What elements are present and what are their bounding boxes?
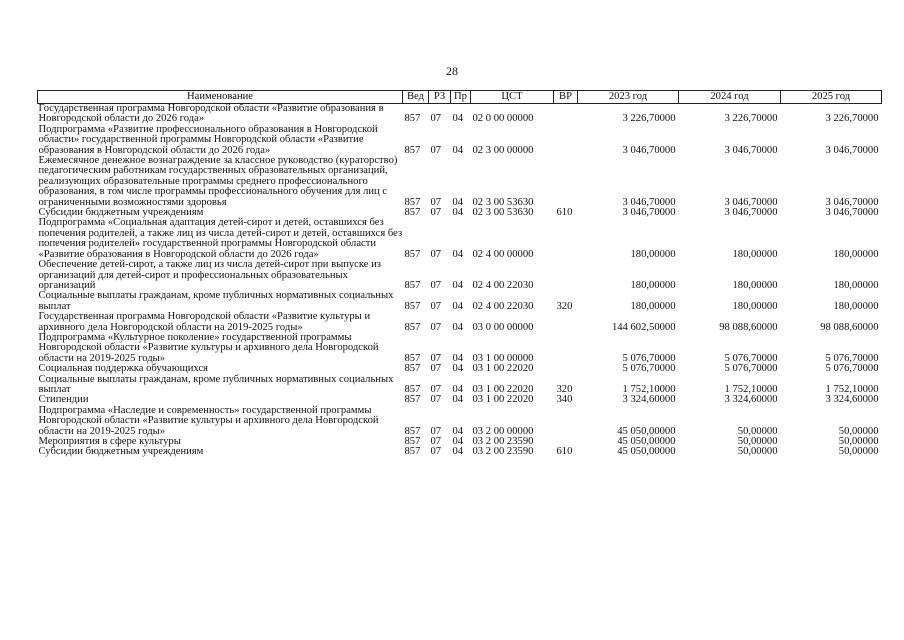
row-pr: 04 bbox=[452, 144, 464, 156]
row-ved: 857 bbox=[404, 383, 421, 395]
row-amount-2023: 45 050,00000 bbox=[617, 436, 676, 447]
row-rz: 07 bbox=[430, 279, 442, 291]
row-rz: 07 bbox=[430, 196, 442, 208]
row-amount-2025: 98 088,60000 bbox=[820, 321, 879, 333]
row-pr: 04 bbox=[452, 196, 464, 208]
table-body bbox=[38, 104, 882, 458]
row-name: Социальные выплаты гражданам, кроме публичных нормативных социальных выплат bbox=[38, 373, 394, 395]
row-amount-2024: 3 046,70000 bbox=[724, 196, 778, 208]
row-amount-2023: 180,00000 bbox=[630, 279, 676, 291]
row-cst: 03 2 00 23590 bbox=[472, 436, 534, 447]
header-ved: Вед bbox=[403, 91, 429, 104]
table-row bbox=[38, 218, 882, 260]
row-cst: 02 4 00 00000 bbox=[472, 248, 534, 260]
row-cst: 03 1 00 22020 bbox=[472, 363, 534, 375]
row-amount-2023: 5 076,70000 bbox=[622, 352, 676, 364]
row-rz: 07 bbox=[430, 113, 442, 125]
row-amount-2024: 5 076,70000 bbox=[724, 363, 778, 375]
row-ved: 857 bbox=[404, 321, 421, 333]
row-cst: 02 3 00 00000 bbox=[472, 144, 534, 156]
row-amount-2025: 180,00000 bbox=[833, 248, 879, 260]
table-row bbox=[38, 125, 882, 156]
row-vr bbox=[554, 156, 578, 208]
row-ved: 857 bbox=[404, 248, 421, 260]
row-amount-2023: 5 076,70000 bbox=[622, 363, 676, 375]
row-amount-2025: 5 076,70000 bbox=[825, 352, 879, 364]
row-pr: 04 bbox=[452, 207, 464, 219]
header-2023: 2023 год bbox=[578, 91, 679, 104]
row-ved: 857 bbox=[404, 425, 421, 437]
row-amount-2023: 3 226,70000 bbox=[622, 113, 676, 125]
page-number: 28 bbox=[446, 64, 458, 78]
row-name: Подпрограмма «Развитие профессионального образования в Новгородской области» государственной программы Новгородской области «Развитие образования в Новгородской области до 2026 года» bbox=[38, 123, 378, 156]
row-amount-2024: 3 226,70000 bbox=[724, 113, 778, 125]
table-row bbox=[38, 156, 882, 208]
row-pr: 04 bbox=[452, 279, 464, 291]
header-2024: 2024 год bbox=[679, 91, 781, 104]
row-amount-2024: 3 046,70000 bbox=[724, 144, 778, 156]
row-amount-2023: 144 602,50000 bbox=[611, 321, 676, 333]
row-amount-2025: 50,00000 bbox=[838, 425, 879, 437]
row-vr bbox=[554, 218, 578, 260]
row-amount-2023: 180,00000 bbox=[630, 300, 676, 312]
budget-table bbox=[37, 90, 882, 458]
row-vr bbox=[554, 406, 578, 437]
row-name: Социальные выплаты гражданам, кроме публичных нормативных социальных выплат bbox=[38, 290, 394, 312]
row-cst: 03 1 00 22020 bbox=[472, 394, 534, 406]
row-rz: 07 bbox=[430, 207, 442, 219]
row-rz: 07 bbox=[430, 352, 442, 364]
row-pr: 04 bbox=[452, 425, 464, 437]
row-amount-2024: 50,00000 bbox=[737, 436, 778, 447]
row-ved: 857 bbox=[404, 363, 421, 375]
row-vr bbox=[554, 104, 578, 125]
row-name: Ежемесячное денежное вознаграждение за классное руководство (кураторство) педагогическим работникам государственных образовательных организаций, реализующих образовательные программы среднего профессионального образования, в том числе программы профессионального обучения для лиц с ограниченными возможностями здоровья bbox=[38, 155, 398, 208]
row-pr: 04 bbox=[452, 363, 464, 375]
row-vr: 340 bbox=[556, 394, 573, 406]
row-amount-2025: 5 076,70000 bbox=[825, 363, 879, 375]
row-cst: 02 3 00 53630 bbox=[472, 207, 534, 219]
row-ved: 857 bbox=[404, 144, 421, 156]
row-amount-2025: 3 324,60000 bbox=[825, 394, 879, 406]
table-row bbox=[38, 104, 882, 125]
row-amount-2024: 3 046,70000 bbox=[724, 207, 778, 219]
row-rz: 07 bbox=[430, 436, 442, 447]
row-ved: 857 bbox=[404, 394, 421, 406]
row-cst: 03 2 00 23590 bbox=[472, 446, 534, 458]
row-vr bbox=[554, 260, 578, 291]
table-header-row bbox=[38, 91, 882, 104]
table-row bbox=[38, 375, 882, 396]
row-pr: 04 bbox=[452, 383, 464, 395]
header-rz: РЗ bbox=[429, 91, 451, 104]
row-amount-2024: 180,00000 bbox=[732, 300, 778, 312]
row-cst: 03 1 00 00000 bbox=[472, 352, 534, 364]
row-amount-2025: 3 046,70000 bbox=[825, 196, 879, 208]
row-amount-2024: 180,00000 bbox=[732, 248, 778, 260]
row-vr bbox=[554, 333, 578, 364]
row-ved: 857 bbox=[404, 352, 421, 364]
row-vr: 320 bbox=[556, 300, 573, 312]
row-cst: 02 4 00 22030 bbox=[472, 300, 534, 312]
row-name: Государственная программа Новгородской области «Развитие культуры и архивного дела Новгородской области на 2019-2025 годы» bbox=[38, 311, 371, 333]
row-amount-2025: 3 226,70000 bbox=[825, 113, 879, 125]
table-row bbox=[38, 260, 882, 291]
row-ved: 857 bbox=[404, 207, 421, 219]
row-name: Подпрограмма «Культурное поколение» государственной программы Новгородской области «Развитие культуры и архивного дела Новгородской области на 2019-2025 годы» bbox=[38, 331, 379, 364]
row-name: Субсидии бюджетным учреждениям bbox=[38, 207, 204, 219]
row-amount-2025: 180,00000 bbox=[833, 279, 879, 291]
row-name: Субсидии бюджетным учреждениям bbox=[38, 446, 204, 458]
row-rz: 07 bbox=[430, 321, 442, 333]
row-rz: 07 bbox=[430, 383, 442, 395]
row-vr bbox=[554, 312, 578, 333]
table-row bbox=[38, 406, 882, 437]
row-pr: 04 bbox=[452, 300, 464, 312]
row-cst: 03 2 00 00000 bbox=[472, 425, 534, 437]
row-amount-2023: 3 046,70000 bbox=[622, 207, 676, 219]
row-vr bbox=[554, 125, 578, 156]
row-vr: 320 bbox=[556, 383, 573, 395]
row-rz: 07 bbox=[430, 363, 442, 375]
row-amount-2024: 3 324,60000 bbox=[724, 394, 778, 406]
row-amount-2024: 5 076,70000 bbox=[724, 352, 778, 364]
row-cst: 02 4 00 22030 bbox=[472, 279, 534, 291]
row-vr: 610 bbox=[556, 207, 573, 219]
header-pr: Пр bbox=[451, 91, 471, 104]
row-amount-2024: 1 752,10000 bbox=[724, 383, 778, 395]
row-amount-2025: 3 046,70000 bbox=[825, 207, 879, 219]
row-name: Стипендии bbox=[38, 394, 89, 406]
row-amount-2025: 50,00000 bbox=[838, 436, 879, 447]
row-amount-2024: 50,00000 bbox=[737, 446, 778, 458]
row-amount-2025: 180,00000 bbox=[833, 300, 879, 312]
row-pr: 04 bbox=[452, 394, 464, 406]
row-amount-2024: 50,00000 bbox=[737, 425, 778, 437]
row-cst: 02 0 00 00000 bbox=[472, 113, 534, 125]
table-row bbox=[38, 291, 882, 312]
row-amount-2023: 3 324,60000 bbox=[622, 394, 676, 406]
row-ved: 857 bbox=[404, 300, 421, 312]
row-amount-2024: 98 088,60000 bbox=[719, 321, 778, 333]
row-name: Государственная программа Новгородской области «Развитие образования в Новгородской области до 2026 года» bbox=[38, 103, 384, 125]
row-name: Мероприятия в сфере культуры bbox=[38, 436, 181, 447]
row-pr: 04 bbox=[452, 352, 464, 364]
row-ved: 857 bbox=[404, 113, 421, 125]
row-amount-2025: 3 046,70000 bbox=[825, 144, 879, 156]
row-amount-2025: 50,00000 bbox=[838, 446, 879, 458]
row-pr: 04 bbox=[452, 113, 464, 125]
row-rz: 07 bbox=[430, 248, 442, 260]
row-amount-2023: 45 050,00000 bbox=[617, 425, 676, 437]
row-pr: 04 bbox=[452, 436, 464, 447]
header-name: Наименование bbox=[38, 91, 403, 104]
row-cst: 02 3 00 53630 bbox=[472, 196, 534, 208]
row-name: Подпрограмма «Наследие и современность» государственной программы Новгородской области «Развитие культуры и архивного дела Новгородской области на 2019-2025 годы» bbox=[38, 404, 379, 437]
table-row bbox=[38, 447, 882, 457]
row-vr: 610 bbox=[556, 446, 573, 458]
row-pr: 04 bbox=[452, 248, 464, 260]
row-name: Подпрограмма «Социальная адаптация детей-сирот и детей, оставшихся без попечения родителей, а также лиц из числа детей-сирот и детей, оставшихся без попечения родителей» государственной программы Новгородской области «Развитие образования в Новгородской области до 2026 года» bbox=[38, 217, 403, 260]
row-vr bbox=[554, 364, 578, 374]
row-amount-2023: 3 046,70000 bbox=[622, 144, 676, 156]
header-2025: 2025 год bbox=[781, 91, 882, 104]
row-ved: 857 bbox=[404, 279, 421, 291]
row-pr: 04 bbox=[452, 321, 464, 333]
row-ved: 857 bbox=[404, 196, 421, 208]
row-rz: 07 bbox=[430, 425, 442, 437]
row-name: Социальная поддержка обучающихся bbox=[38, 363, 209, 375]
row-amount-2023: 180,00000 bbox=[630, 248, 676, 260]
row-rz: 07 bbox=[430, 144, 442, 156]
row-pr: 04 bbox=[452, 446, 464, 458]
row-ved: 857 bbox=[404, 436, 421, 447]
row-amount-2024: 180,00000 bbox=[732, 279, 778, 291]
row-cst: 03 0 00 00000 bbox=[472, 321, 534, 333]
row-amount-2023: 1 752,10000 bbox=[622, 383, 676, 395]
row-name: Обеспечение детей-сирот, а также лиц из числа детей-сирот при выпуске из организаций для детей-сирот и профессиональных образовательных организаций bbox=[38, 259, 381, 291]
header-vr: ВР bbox=[554, 91, 578, 104]
table-row bbox=[38, 312, 882, 333]
row-amount-2025: 1 752,10000 bbox=[825, 383, 879, 395]
row-ved: 857 bbox=[404, 446, 421, 458]
table-row bbox=[38, 333, 882, 364]
row-rz: 07 bbox=[430, 446, 442, 458]
row-cst: 03 1 00 22020 bbox=[472, 383, 534, 395]
header-cst: ЦСТ bbox=[471, 91, 554, 104]
row-rz: 07 bbox=[430, 394, 442, 406]
row-rz: 07 bbox=[430, 300, 442, 312]
table-row bbox=[38, 364, 882, 374]
row-amount-2023: 45 050,00000 bbox=[617, 446, 676, 458]
row-amount-2023: 3 046,70000 bbox=[622, 196, 676, 208]
